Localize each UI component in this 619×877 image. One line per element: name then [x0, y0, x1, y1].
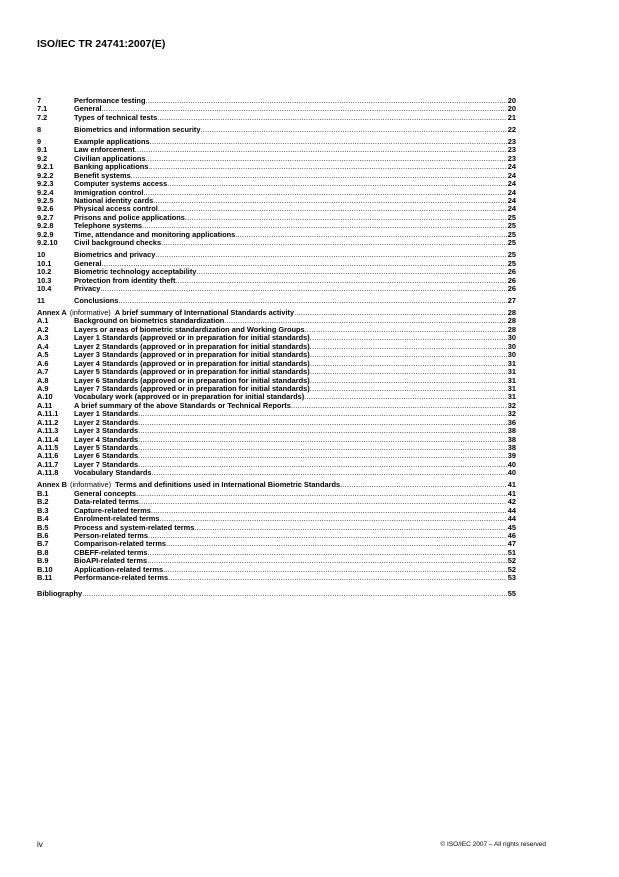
toc-leader-dots [131, 172, 507, 180]
toc-leader-dots [138, 410, 507, 418]
toc-entry[interactable] [37, 126, 516, 134]
toc-entry-title: Layer 2 Standards (approved or in preparation for initial standards) [74, 341, 310, 351]
toc-entry[interactable] [37, 285, 516, 293]
toc-entry-number: 7.2 [37, 112, 48, 122]
toc-leader-dots [304, 393, 507, 401]
toc-entry-title: Layer 5 Standards [74, 443, 139, 453]
toc-leader-dots [185, 214, 507, 222]
toc-leader-dots [148, 532, 507, 540]
toc-entry-number: Annex B [37, 480, 67, 490]
toc-entry-title-text: Terms and definitions used in International Biometric Standards [115, 480, 341, 490]
toc-entry-number: 10.4 [37, 283, 52, 293]
toc-entry-page: 38 [507, 434, 516, 444]
toc-entry-page: 32 [507, 409, 516, 419]
toc-entry-title: Civilian applications [74, 153, 146, 163]
toc-entry-title: Civil background checks [74, 238, 162, 248]
toc-entry-page: 25 [507, 229, 516, 239]
toc-entry-number: B.11 [37, 573, 53, 583]
toc-leader-dots [310, 334, 507, 342]
toc-entry-number: 9.2.4 [37, 187, 54, 197]
toc-entry-number: A.4 [37, 341, 49, 351]
toc-entry-page: 23 [507, 136, 516, 146]
toc-entry-title: Process and system-related terms [74, 522, 195, 532]
toc-entry-number: 7.1 [37, 104, 48, 114]
toc-entry-title: Capture-related terms [74, 505, 151, 515]
toc-entry-number: 9.1 [37, 145, 48, 155]
toc-leader-dots [138, 452, 507, 460]
toc-entry-page: 40 [507, 468, 516, 478]
toc-entry-page: 31 [507, 358, 516, 368]
toc-leader-dots [340, 481, 507, 489]
toc-entry-title: Privacy [74, 283, 101, 293]
toc-entry-number: A.7 [37, 367, 49, 377]
toc-entry-title: General concepts [74, 488, 137, 498]
toc-entry-title: General [74, 104, 102, 114]
toc-leader-dots [161, 239, 507, 247]
toc-leader-dots [166, 540, 507, 548]
toc-entry-page: 31 [507, 375, 516, 385]
toc-entry-number: 10.2 [37, 267, 52, 277]
toc-leader-dots [135, 146, 507, 154]
toc-entry-title: Layer 7 Standards (approved or in preparation for initial standards) [74, 383, 310, 393]
toc-entry-number: 9.2.2 [37, 170, 54, 180]
toc-leader-dots [310, 368, 507, 376]
toc-entry-number: A.11.5 [37, 443, 59, 453]
toc-leader-dots [152, 469, 507, 477]
toc-entry-title: Layer 5 Standards (approved or in preparation for initial standards) [74, 367, 310, 377]
toc-entry-title: Person-related terms [74, 531, 148, 540]
toc-leader-dots [138, 436, 507, 444]
toc-entry-title: Benefit systems [74, 170, 131, 180]
toc-entry-number: A.3 [37, 333, 49, 343]
toc-entry-title: Protection from identity theft [74, 275, 176, 285]
toc-leader-dots [310, 343, 507, 351]
toc-leader-dots [310, 351, 507, 359]
toc-entry-number: 10.3 [37, 275, 52, 285]
toc-entry-number: 11 [37, 296, 45, 305]
toc-entry-title: Layer 7 Standards [74, 459, 139, 469]
toc-entry-title: Data-related terms [74, 497, 139, 507]
toc-entry-number: 9.2 [37, 153, 48, 163]
toc-entry-page: 28 [507, 308, 516, 318]
toc-leader-dots [143, 189, 506, 197]
toc-leader-dots [138, 419, 507, 427]
toc-entry-page: 42 [507, 497, 516, 507]
copyright-notice: © ISO/IEC 2007 – All rights reserved [440, 841, 546, 848]
toc-entry-number: A.11.6 [37, 451, 59, 461]
toc-entry-number: 9.2.3 [37, 179, 54, 189]
toc-entry-number: 9.2.10 [37, 238, 58, 248]
toc-entry-number: A.11 [37, 400, 53, 410]
toc-entry-number: B.4 [37, 514, 49, 524]
toc-entry-title: Background on biometrics standardization [74, 316, 225, 326]
toc-leader-dots [136, 490, 507, 498]
toc-entry-title-text: A brief summary of International Standards activity [114, 308, 295, 318]
toc-entry-title: Layer 6 Standards [74, 451, 139, 461]
toc-entry-page: 24 [507, 162, 516, 172]
toc-entry-page: 31 [507, 383, 516, 393]
toc-entry-number: A.5 [37, 350, 49, 360]
toc-entry-number: B.7 [37, 539, 49, 549]
toc-leader-dots [310, 385, 507, 393]
toc-entry-title: BioAPI-related terms [74, 556, 148, 566]
toc-entry-title: General [74, 258, 102, 268]
toc-entry-page: 22 [507, 124, 516, 134]
toc-leader-dots [201, 126, 507, 134]
toc-entry-title: Layer 4 Standards [74, 434, 139, 444]
toc-entry[interactable] [37, 590, 516, 598]
toc-entry-number: B.9 [37, 556, 49, 566]
toc-entry-number: 8 [37, 124, 42, 134]
toc-entry-number: B.6 [37, 531, 49, 540]
toc-entry-page: 25 [507, 250, 516, 260]
toc-entry-page: 26 [507, 267, 516, 277]
toc-entry-page: 28 [507, 324, 516, 334]
toc-entry-number: B.3 [37, 505, 49, 515]
toc-entry-number: 9.2.8 [37, 221, 54, 231]
toc-entry-page: 23 [507, 153, 516, 163]
toc-entry-page: 39 [507, 451, 516, 461]
toc-entry-number: 9.2.5 [37, 196, 54, 205]
toc-entry[interactable] [37, 469, 516, 477]
toc-entry-number: B.5 [37, 522, 49, 532]
toc-entry-number: B.8 [37, 547, 49, 557]
toc-entry-page: 24 [507, 187, 516, 197]
toc-entry-title: Time, attendance and monitoring applications [74, 229, 236, 239]
toc-entry-title: Biometrics and information security [74, 124, 201, 134]
toc-entry-page: 24 [507, 204, 516, 214]
toc-leader-dots [155, 251, 506, 259]
toc-entry-title: Telephone systems [74, 221, 143, 231]
toc-leader-dots [175, 277, 506, 285]
toc-entry-page: 27 [507, 296, 516, 305]
toc-entry[interactable] [37, 297, 516, 305]
toc-entry-title: Biometrics and privacy [74, 250, 156, 260]
toc-entry-page: 38 [507, 426, 516, 436]
toc-leader-dots [82, 590, 507, 598]
toc-entry-informative-label: (informative) [69, 308, 111, 318]
toc-entry-page: 30 [507, 350, 516, 360]
toc-entry-number: B.2 [37, 497, 49, 507]
toc-entry-page: 24 [507, 179, 516, 189]
toc-entry-title: Layer 3 Standards (approved or in preparation for initial standards) [74, 350, 310, 360]
toc-entry-number: A.11.7 [37, 459, 59, 469]
toc-entry-title: Immigration control [74, 187, 144, 197]
toc-entry-page: 44 [507, 514, 516, 524]
toc-entry-title: Enrolment-related terms [74, 514, 160, 524]
toc-entry-page: 23 [507, 145, 516, 155]
toc-entry-number: 9 [37, 136, 42, 146]
toc-entry-page: 24 [507, 196, 516, 205]
toc-leader-dots [118, 297, 506, 305]
toc-entry-page: 41 [507, 488, 516, 498]
toc-leader-dots [159, 515, 506, 523]
toc-entry-page: 52 [507, 564, 516, 574]
toc-entry-page: 25 [507, 212, 516, 222]
toc-entry-number: 9.2.6 [37, 204, 54, 214]
toc-entry-title: Layer 4 Standards (approved or in preparation for initial standards) [74, 358, 310, 368]
toc-entry-title: Physical access control [74, 204, 158, 214]
toc-entry-title: Layer 6 Standards (approved or in preparation for initial standards) [74, 375, 310, 385]
toc-leader-dots [168, 574, 507, 582]
toc-leader-dots [167, 180, 507, 188]
toc-entry-page: 40 [507, 459, 516, 469]
toc-entry-informative-label: (informative) [69, 480, 112, 490]
toc-entry-number: 10 [37, 250, 46, 260]
toc-entry-page: 30 [507, 333, 516, 343]
toc-entry-title: Law enforcement [74, 145, 135, 155]
toc-entry-number: Annex A [37, 308, 67, 318]
toc-entry-number: A.11.8 [37, 468, 59, 478]
toc-entry[interactable] [37, 251, 516, 259]
toc-entry-number: A.10 [37, 392, 53, 402]
toc-entry-title: Application-related terms [74, 564, 164, 574]
toc-entry-number: 10.1 [37, 258, 52, 268]
toc-entry-number: A.11.2 [37, 417, 59, 427]
toc-entry[interactable] [37, 574, 516, 582]
toc-entry-page: 36 [507, 417, 516, 427]
toc-entry-title: Performance-related terms [74, 573, 169, 583]
toc-leader-dots [150, 138, 507, 146]
toc-leader-dots [102, 105, 507, 113]
toc-entry-page: 55 [507, 588, 516, 598]
toc-leader-dots [145, 97, 506, 105]
toc-entry-page: 41 [507, 480, 516, 490]
toc-entry-title: Comparison-related terms [74, 539, 166, 549]
toc-leader-dots [305, 326, 507, 334]
toc-leader-dots [139, 498, 507, 506]
toc-entry-number: 9.2.1 [37, 162, 54, 172]
toc-entry-title: Layer 1 Standards (approved or in preparation for initial standards) [74, 333, 310, 343]
toc-entry-page: 31 [507, 367, 516, 377]
toc-entry-title: A brief summary of the above Standards or Technical Reports [74, 400, 291, 410]
toc-entry-number: A.8 [37, 375, 49, 385]
toc-entry-page: 51 [507, 547, 516, 557]
toc-entry-number: A.2 [37, 324, 49, 334]
toc-leader-dots [310, 360, 507, 368]
toc-entry-page: 20 [507, 104, 516, 114]
toc-entry-page: 25 [507, 258, 516, 268]
toc-entry-number: 7 [37, 96, 42, 105]
toc-entry[interactable] [37, 239, 516, 247]
toc-entry-page: 26 [507, 275, 516, 285]
toc-entry-number: A.11.4 [37, 434, 59, 444]
toc-entry-page: 25 [507, 238, 516, 248]
toc-entry-page: 31 [507, 392, 516, 402]
toc-leader-dots [163, 566, 507, 574]
toc-leader-dots [157, 114, 507, 122]
toc-entry-number: B.10 [37, 564, 53, 574]
toc-leader-dots [158, 205, 507, 213]
toc-entry-title: Bibliography [37, 588, 83, 598]
toc-entry-title: Computer systems access [74, 179, 168, 189]
toc-entry-title: Conclusions [74, 296, 119, 305]
toc-entry-page: 46 [507, 531, 516, 540]
toc-entry-page: 47 [507, 539, 516, 549]
table-of-contents [37, 97, 516, 598]
toc-entry-page: 32 [507, 400, 516, 410]
toc-entry-page: 26 [507, 283, 516, 293]
toc-entry-number: 9.2.9 [37, 229, 54, 239]
toc-entry-page: 28 [507, 316, 516, 326]
toc-leader-dots [196, 268, 506, 276]
toc-entry-page: 25 [507, 221, 516, 231]
toc-leader-dots [310, 377, 507, 385]
toc-entry-page: 20 [507, 96, 516, 105]
toc-entry-number: A.6 [37, 358, 49, 368]
toc-entry-title: Layer 1 Standards [74, 409, 139, 419]
toc-entry[interactable] [37, 114, 516, 122]
toc-entry-title: Biometric technology acceptability [74, 267, 197, 277]
toc-entry-number: A.1 [37, 316, 49, 326]
toc-entry-page: 52 [507, 556, 516, 566]
toc-leader-dots [100, 285, 506, 293]
toc-entry-number: B.1 [37, 488, 49, 498]
toc-entry[interactable] [37, 97, 516, 105]
toc-entry-title: Vocabulary Standards [74, 468, 152, 478]
page-number: iv [37, 840, 43, 849]
toc-entry-title: Layer 2 Standards [74, 417, 139, 427]
toc-entry-page: 38 [507, 443, 516, 453]
toc-leader-dots [147, 557, 507, 565]
toc-leader-dots [148, 549, 507, 557]
document-header: ISO/IEC TR 24741:2007(E) [37, 38, 166, 50]
toc-entry-title: Layer 3 Standards [74, 426, 139, 436]
toc-entry-title: Layers or areas of biometric standardization and Working Groups [74, 324, 305, 334]
toc-entry-number: 9.2.7 [37, 212, 54, 222]
toc-leader-dots [138, 427, 507, 435]
toc-entry-page: 24 [507, 170, 516, 180]
toc-entry-title: Example applications [74, 136, 150, 146]
toc-leader-dots [291, 402, 507, 410]
toc-entry-page: 53 [507, 573, 516, 583]
toc-leader-dots [138, 444, 507, 452]
toc-entry-page: 30 [507, 341, 516, 351]
toc-leader-dots [151, 507, 507, 515]
toc-entry-title: Types of technical tests [74, 112, 158, 122]
toc-leader-dots [138, 461, 507, 469]
toc-entry-title: CBEFF-related terms [74, 547, 148, 557]
toc-entry-title: Vocabulary work (approved or in preparation for initial standards) [74, 392, 305, 402]
toc-entry-title: Performance testing [74, 96, 146, 105]
toc-entry-number: A.11.1 [37, 409, 59, 419]
toc-leader-dots [153, 197, 507, 205]
toc-leader-dots [294, 309, 507, 317]
toc-leader-dots [145, 155, 506, 163]
toc-entry-number: A.9 [37, 383, 49, 393]
toc-entry-page: 44 [507, 505, 516, 515]
toc-leader-dots [194, 524, 506, 532]
toc-entry-title: Prisons and police applications [74, 212, 185, 222]
toc-entry[interactable] [37, 277, 516, 285]
toc-leader-dots [235, 231, 507, 239]
toc-entry-page: 45 [507, 522, 516, 532]
toc-entry-number: A.11.3 [37, 426, 59, 436]
toc-entry-title: Banking applications [74, 162, 149, 172]
toc-entry-page: 21 [507, 112, 516, 122]
toc-leader-dots [148, 163, 506, 171]
toc-entry-title: National identity cards [74, 196, 154, 205]
